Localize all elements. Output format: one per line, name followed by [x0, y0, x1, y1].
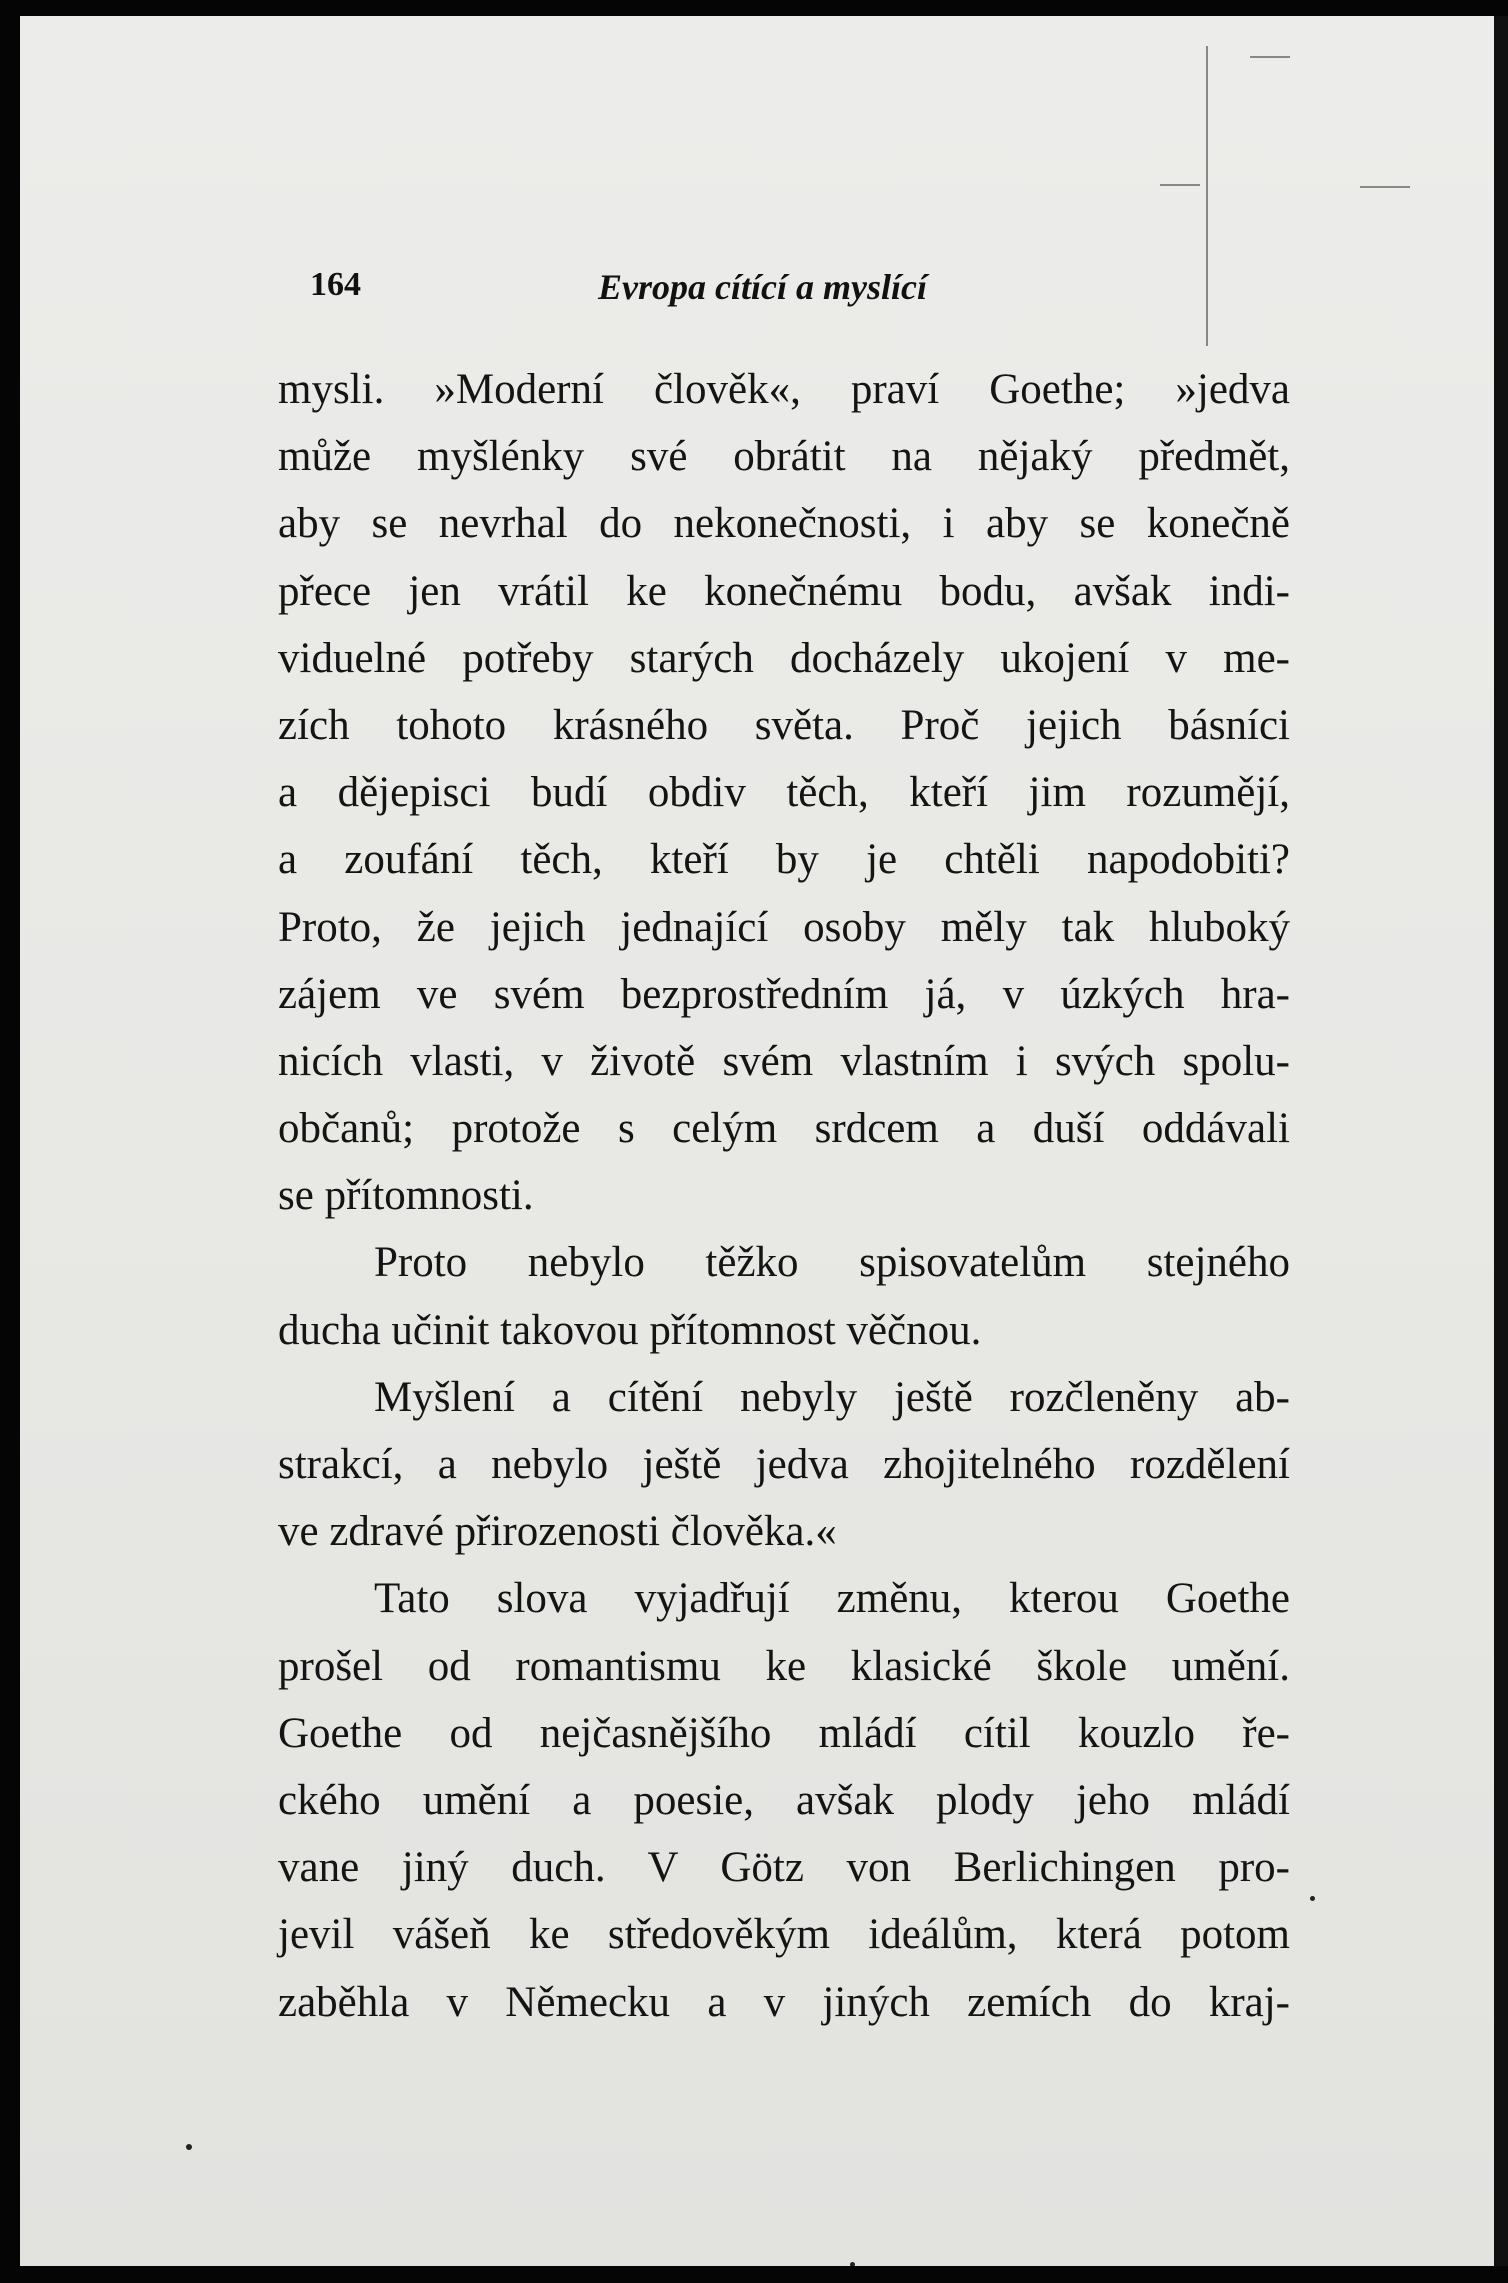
- text-line: Proto nebylo těžko spisovatelům stejného: [374, 1239, 1290, 1287]
- text-line: ckého umění a poesie, avšak plody jeho mládí: [278, 1776, 1290, 1824]
- text-line: zaběhla v Německu a v jiných zemích do kraj-: [278, 1978, 1290, 2026]
- scan-speck: [1310, 1896, 1315, 1901]
- text-line: viduelné potřeby starých docházely ukojení v me-: [278, 634, 1290, 682]
- text-line: Myšlení a cítění nebyly ještě rozčleněny ab-: [374, 1373, 1290, 1421]
- text-line: a zoufání těch, kteří by je chtěli napodobiti?: [278, 836, 1290, 884]
- scan-mark: [1250, 56, 1290, 58]
- page-header: [288, 266, 1018, 316]
- scan-mark: [1160, 184, 1200, 186]
- text-line: prošel od romantismu ke klasické škole umění.: [278, 1642, 1290, 1690]
- text-line: vane jiný duch. V Götz von Berlichingen pro-: [278, 1844, 1290, 1892]
- scan-speck: [850, 2262, 855, 2266]
- text-line: občanů; protože s celým srdcem a duší oddávali: [278, 1105, 1290, 1153]
- text-line: zích tohoto krásného světa. Proč jejich básníci: [278, 701, 1290, 749]
- text-line: strakcí, a nebylo ještě jedva zhojitelného rozdělení: [278, 1441, 1290, 1488]
- text-line: a dějepisci budí obdiv těch, kteří jim rozumějí,: [278, 769, 1290, 817]
- page-number: 164: [310, 266, 361, 303]
- scan-speck: [186, 2144, 192, 2150]
- text-line: mysli. »Moderní člověk«, praví Goethe; »jedva: [278, 366, 1290, 413]
- book-page: [20, 16, 1508, 2266]
- text-line: aby se nevrhal do nekonečnosti, i aby se konečně: [278, 500, 1290, 548]
- text-line: může myšlénky své obrátit na nějaký předmět,: [278, 433, 1290, 481]
- text-line: jevil vášeň ke středověkým ideálům, která potom: [278, 1911, 1290, 1959]
- running-title: Evropa cítící a myslící: [598, 267, 927, 307]
- text-line: Proto, že jejich jednající osoby měly tak hluboký: [278, 903, 1290, 951]
- text-line: přece jen vrátil ke konečnému bodu, avšak indi-: [278, 567, 1290, 615]
- text-line: se přítomnosti.: [278, 1172, 534, 1220]
- body-text: [278, 356, 1290, 2036]
- text-line: ducha učinit takovou přítomnost věčnou.: [278, 1306, 982, 1354]
- text-line: Goethe od nejčasnějšího mládí cítil kouzlo ře-: [278, 1709, 1290, 1757]
- text-line: ve zdravé přirozenosti člověka.«: [278, 1508, 837, 1556]
- text-line: Tato slova vyjadřují změnu, kterou Goethe: [374, 1575, 1290, 1623]
- scan-mark: [1360, 186, 1410, 188]
- scan-edge-right: [1494, 16, 1508, 2266]
- text-line: nicích vlasti, v životě svém vlastním i svých spolu-: [278, 1037, 1290, 1085]
- scan-mark: [1206, 46, 1208, 346]
- text-line: zájem ve svém bezprostředním já, v úzkých hra-: [278, 970, 1290, 1018]
